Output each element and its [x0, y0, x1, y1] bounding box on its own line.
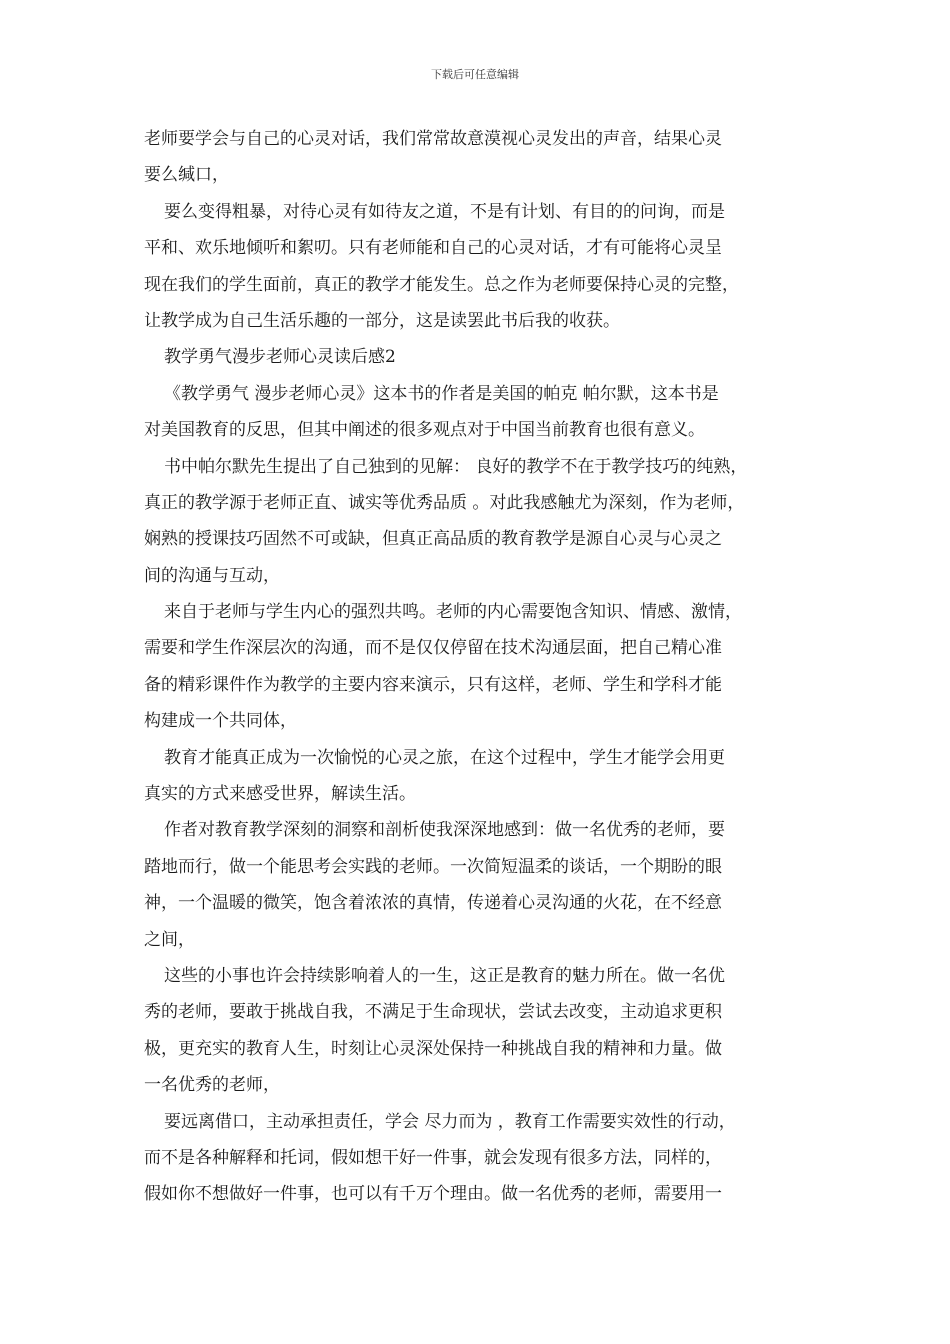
text-line: 极，更充实的教育人生，时刻让心灵深处保持一种挑战自我的精神和力量。做 [144, 1038, 722, 1059]
text-line: 来自于老师与学生内心的强烈共鸣。老师的内心需要饱含知识、情感、激情， [164, 602, 742, 623]
text-line: 平和、欢乐地倾听和絮叨。只有老师能和自己的心灵对话，才有可能将心灵呈 [144, 238, 722, 259]
text-line: 真实的方式来感受世界，解读生活。 [144, 784, 416, 805]
text-line: 这些的小事也许会持续影响着人的一生，这正是教育的魅力所在。做一名优 [164, 965, 725, 986]
text-line: 让教学成为自己生活乐趣的一部分，这是读罢此书后我的收获。 [144, 310, 620, 331]
text-line: 作者对教育教学深刻的洞察和剖析使我深深地感到：做一名优秀的老师，要 [164, 820, 725, 841]
text-line: 一名优秀的老师， [144, 1075, 280, 1096]
text-line: 需要和学生作深层次的沟通，而不是仅仅停留在技术沟通层面，把自己精心准 [144, 638, 722, 659]
text-line: 要远离借口，主动承担责任，学会 尽力而为 ，教育工作需要实效性的行动， [164, 1111, 736, 1132]
text-line: 现在我们的学生面前，真正的教学才能发生。总之作为老师要保持心灵的完整， [144, 274, 739, 295]
text-line: 神，一个温暖的微笑，饱含着浓浓的真情，传递着心灵沟通的火花，在不经意 [144, 893, 722, 914]
text-line: 《教学勇气 漫步老师心灵》这本书的作者是美国的帕克 帕尔默，这本书是 [164, 383, 719, 404]
text-line: 书中帕尔默先生提出了自己独到的见解： 良好的教学不在于教学技巧的纯熟， [164, 456, 748, 477]
text-line: 假如你不想做好一件事，也可以有千万个理由。做一名优秀的老师，需要用一 [144, 1184, 722, 1205]
text-line: 秀的老师，要敢于挑战自我，不满足于生命现状，尝试去改变，主动追求更积 [144, 1002, 722, 1023]
text-line: 教育才能真正成为一次愉悦的心灵之旅，在这个过程中，学生才能学会用更 [164, 747, 725, 768]
text-line: 对美国教育的反思，但其中阐述的很多观点对于中国当前教育也很有意义。 [144, 420, 705, 441]
page-header: 下载后可任意编辑 [431, 68, 519, 81]
text-line: 踏地而行，做一个能思考会实践的老师。一次简短温柔的谈话，一个期盼的眼 [144, 856, 722, 877]
text-line: 教学勇气漫步老师心灵读后感2 [164, 347, 396, 368]
text-line: 要么缄口， [144, 165, 229, 186]
text-line: 真正的教学源于老师正直、诚实等优秀品质 。对此我感触尤为深刻，作为老师， [144, 492, 745, 513]
text-line: 之间， [144, 929, 195, 950]
text-line: 老师要学会与自己的心灵对话，我们常常故意漠视心灵发出的声音，结果心灵 [144, 129, 722, 149]
text-line: 而不是各种解释和托词，假如想干好一件事，就会发现有很多方法，同样的， [144, 1147, 722, 1168]
text-line: 构建成一个共同体， [144, 711, 297, 732]
text-line: 间的沟通与互动， [144, 565, 280, 586]
text-line: 备的精彩课件作为教学的主要内容来演示，只有这样，老师、学生和学科才能 [144, 674, 722, 695]
text-line: 娴熟的授课技巧固然不可或缺，但真正高品质的教育教学是源自心灵与心灵之 [144, 529, 722, 550]
text-line: 要么变得粗暴，对待心灵有如待友之道，不是有计划、有目的的问询，而是 [164, 201, 725, 222]
document-body [144, 125, 824, 1217]
